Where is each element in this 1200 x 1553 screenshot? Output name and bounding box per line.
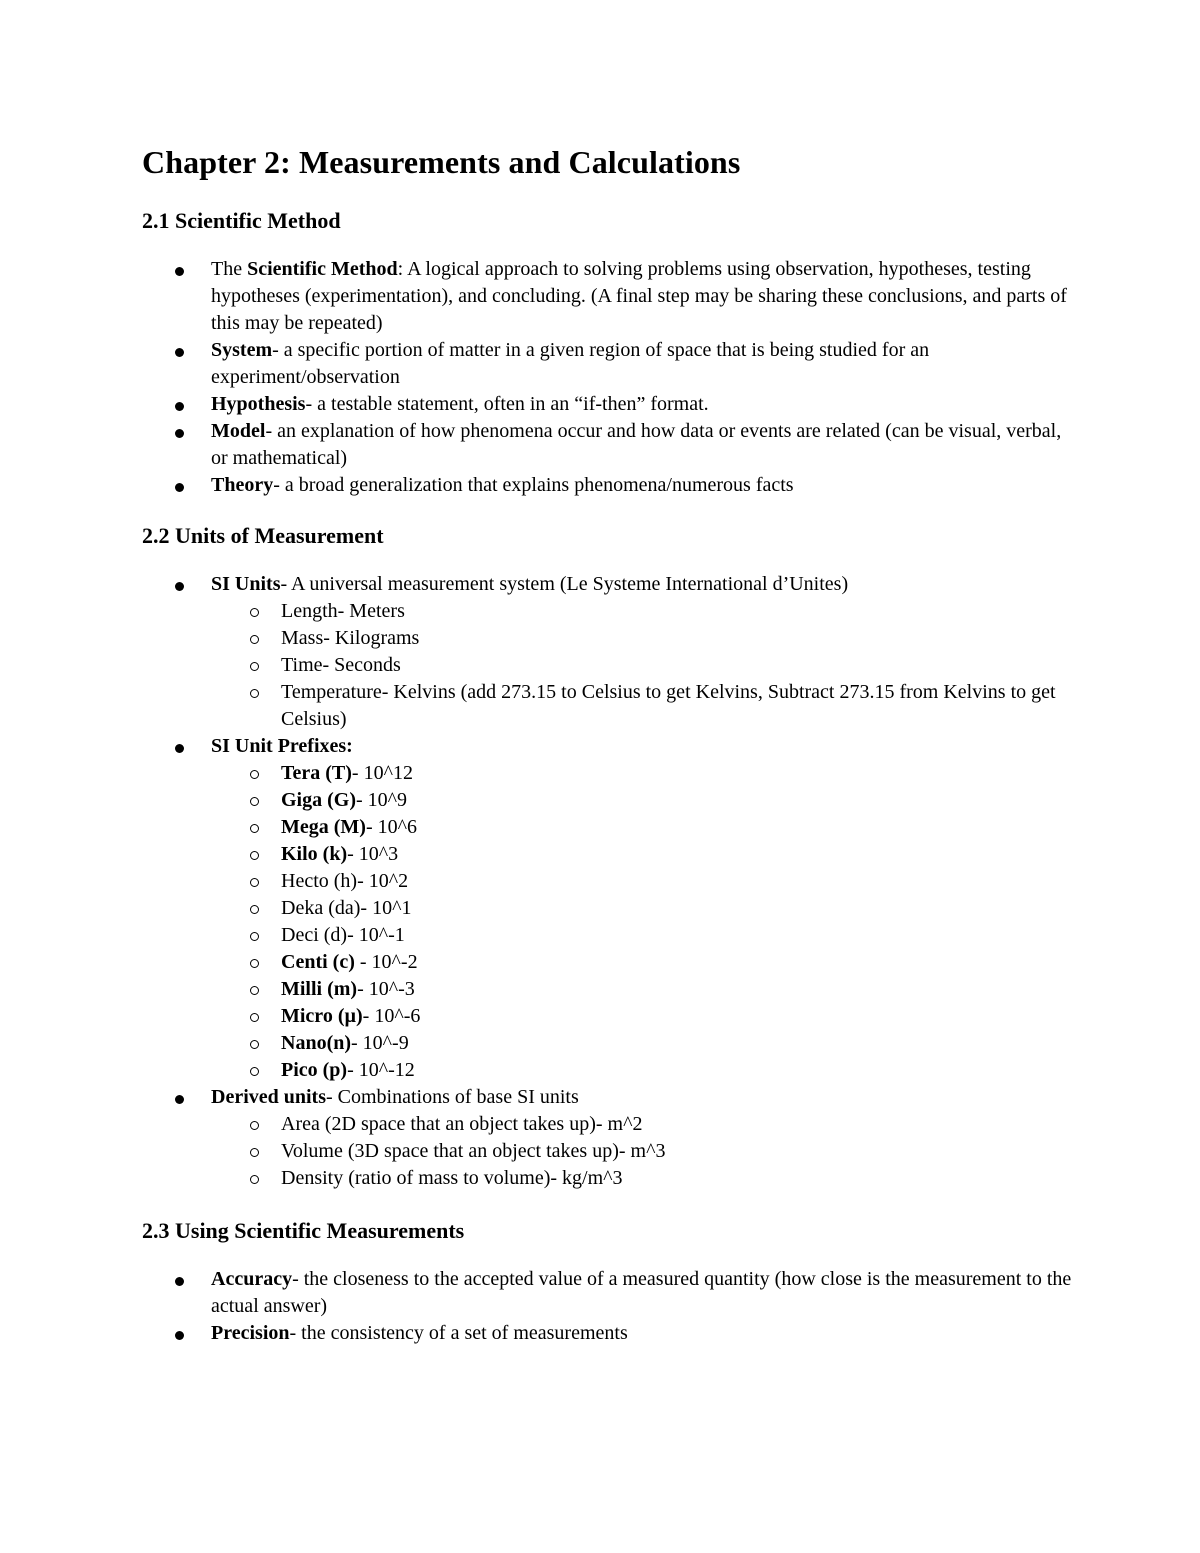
prefix-name: Tera (T) — [281, 762, 352, 784]
item-text: - an explanation of how phenomena occur and how data or events are related (can be visual, verbal, or mathematical) — [211, 420, 1062, 469]
circle-bullet-icon — [250, 851, 259, 860]
sublist-item-text: Density (ratio of mass to volume)- kg/m^3 — [281, 1167, 623, 1189]
circle-bullet-icon — [250, 662, 259, 671]
item-term: Derived units — [211, 1086, 326, 1108]
sublist-item-prefix — [210, 760, 1072, 787]
sublist-item-text: Area (2D space that an object takes up)- m^2 — [281, 1113, 643, 1135]
bullet-icon — [175, 429, 184, 438]
bullet-icon — [175, 348, 184, 357]
sublist-item-prefix — [210, 814, 1072, 841]
sublist-item-prefix — [210, 1057, 1072, 1084]
list-item-derived-units — [142, 1084, 1072, 1192]
item-term: Theory — [211, 474, 274, 496]
list-item — [142, 1320, 1072, 1347]
circle-bullet-icon — [250, 1013, 259, 1022]
item-prefix: The — [211, 258, 248, 280]
list-item — [142, 418, 1072, 472]
section-heading-2-2: 2.2 Units of Measurement — [142, 523, 384, 548]
prefix-value: - 10^12 — [351, 762, 413, 784]
sublist-item-prefix — [210, 922, 1072, 949]
sublist-item-text: Temperature- Kelvins (add 273.15 to Celsius to get Kelvins, Subtract 273.15 from Kelvins to get Celsius) — [281, 681, 1056, 730]
circle-bullet-icon — [250, 635, 259, 644]
list-item — [142, 391, 1072, 418]
item-term: SI Unit Prefixes: — [211, 735, 353, 757]
page-title: Chapter 2: Measurements and Calculations — [142, 144, 741, 180]
prefix-name: Deci (d) — [281, 924, 348, 946]
bullet-icon — [175, 267, 184, 276]
item-text: - the consistency of a set of measurements — [289, 1322, 628, 1344]
sublist-item — [210, 1138, 1072, 1165]
sublist-item — [210, 1165, 1072, 1192]
prefix-value: - 10^1 — [360, 897, 412, 919]
sublist-item-prefix — [210, 976, 1072, 1003]
circle-bullet-icon — [250, 1148, 259, 1157]
list-item — [142, 1266, 1072, 1320]
circle-bullet-icon — [250, 770, 259, 779]
derived-units-sublist — [211, 1111, 1072, 1192]
sublist-item — [210, 652, 1072, 679]
list-item-si-units — [142, 571, 1072, 733]
prefix-name: Mega (M) — [281, 816, 366, 838]
prefix-value: - 10^-12 — [347, 1059, 415, 1081]
section-2-3-list — [142, 1266, 1072, 1347]
prefix-value: - 10^6 — [365, 816, 417, 838]
prefix-name: Kilo (k) — [281, 843, 348, 865]
bullet-icon — [175, 1331, 184, 1340]
item-text: - Combinations of base SI units — [326, 1086, 579, 1108]
prefix-name: Milli (m) — [281, 978, 358, 1000]
item-text: - the closeness to the accepted value of a measured quantity (how close is the measurement to the actual answer) — [211, 1268, 1072, 1317]
sublist-item-prefix — [210, 787, 1072, 814]
sublist-item — [210, 679, 1072, 733]
prefix-name: Deka (da) — [281, 897, 361, 919]
prefix-name: Hecto (h) — [281, 870, 358, 892]
prefix-value: - 10^2 — [357, 870, 409, 892]
prefix-value: - 10^-1 — [347, 924, 405, 946]
circle-bullet-icon — [250, 1040, 259, 1049]
item-text: - a specific portion of matter in a given region of space that is being studied for an experiment/observation — [211, 339, 930, 388]
si-prefixes-sublist — [211, 760, 1072, 1084]
prefix-name: Nano(n) — [281, 1032, 352, 1054]
circle-bullet-icon — [250, 797, 259, 806]
si-units-sublist — [211, 598, 1072, 733]
circle-bullet-icon — [250, 932, 259, 941]
sublist-item-text: Mass- Kilograms — [281, 627, 420, 649]
prefix-name: Giga (G) — [281, 789, 356, 811]
sublist-item-text: Volume (3D space that an object takes up)- m^3 — [281, 1140, 666, 1162]
item-term: Accuracy — [211, 1268, 293, 1290]
prefix-value: - 10^-6 — [362, 1005, 421, 1027]
prefix-value: - 10^-3 — [357, 978, 415, 1000]
sublist-item-text: Length- Meters — [281, 600, 405, 622]
prefix-name: Pico (p) — [281, 1059, 348, 1081]
bullet-icon — [175, 402, 184, 411]
sublist-item — [210, 625, 1072, 652]
prefix-value: - 10^3 — [347, 843, 399, 865]
sublist-item-prefix — [210, 868, 1072, 895]
circle-bullet-icon — [250, 608, 259, 617]
circle-bullet-icon — [250, 986, 259, 995]
sublist-item — [210, 1111, 1072, 1138]
sublist-item-prefix — [210, 949, 1072, 976]
section-2-2-list — [142, 571, 1072, 1192]
prefix-value: - 10^9 — [356, 789, 408, 811]
section-heading-2-1: 2.1 Scientific Method — [142, 208, 341, 233]
item-text: : A logical approach to solving problems using observation, hypotheses, testing hypotheses (experimentation), and concluding. (A final step may be sharing these conclusions, and parts of this may be repeated) — [211, 258, 1067, 334]
circle-bullet-icon — [250, 1067, 259, 1076]
bullet-icon — [175, 1277, 184, 1286]
bullet-icon — [175, 582, 184, 591]
bullet-icon — [175, 483, 184, 492]
section-2-1-list — [142, 256, 1072, 499]
circle-bullet-icon — [250, 824, 259, 833]
sublist-item — [210, 598, 1072, 625]
item-term: Model — [211, 420, 266, 442]
circle-bullet-icon — [250, 959, 259, 968]
item-term: System — [211, 339, 273, 361]
prefix-name: Centi (c) — [281, 951, 355, 973]
prefix-value: - 10^-9 — [351, 1032, 409, 1054]
list-item-si-prefixes — [142, 733, 1072, 1084]
list-item — [142, 472, 1072, 499]
item-text: - a broad generalization that explains phenomena/numerous facts — [273, 474, 794, 496]
sublist-item-prefix — [210, 895, 1072, 922]
sublist-item-prefix — [210, 1030, 1072, 1057]
bullet-icon — [175, 1095, 184, 1104]
item-term: Hypothesis — [211, 393, 306, 415]
bullet-icon — [175, 744, 184, 753]
item-term: Scientific Method — [247, 258, 398, 280]
prefix-value: - 10^-2 — [354, 951, 418, 973]
item-text: - A universal measurement system (Le Systeme International d’Unites) — [280, 573, 849, 595]
circle-bullet-icon — [250, 1175, 259, 1184]
list-item — [142, 337, 1072, 391]
document-page — [142, 140, 1072, 1347]
item-term: SI Units — [211, 573, 281, 595]
circle-bullet-icon — [250, 1121, 259, 1130]
list-item — [142, 256, 1072, 337]
section-heading-2-3: 2.3 Using Scientific Measurements — [142, 1218, 465, 1243]
sublist-item-prefix — [210, 1003, 1072, 1030]
item-text: - a testable statement, often in an “if-then” format. — [305, 393, 709, 415]
circle-bullet-icon — [250, 878, 259, 887]
circle-bullet-icon — [250, 905, 259, 914]
item-term: Precision — [211, 1322, 290, 1344]
sublist-item-text: Time- Seconds — [281, 654, 401, 676]
prefix-name: Micro (µ) — [281, 1005, 363, 1027]
sublist-item-prefix — [210, 841, 1072, 868]
circle-bullet-icon — [250, 689, 259, 698]
